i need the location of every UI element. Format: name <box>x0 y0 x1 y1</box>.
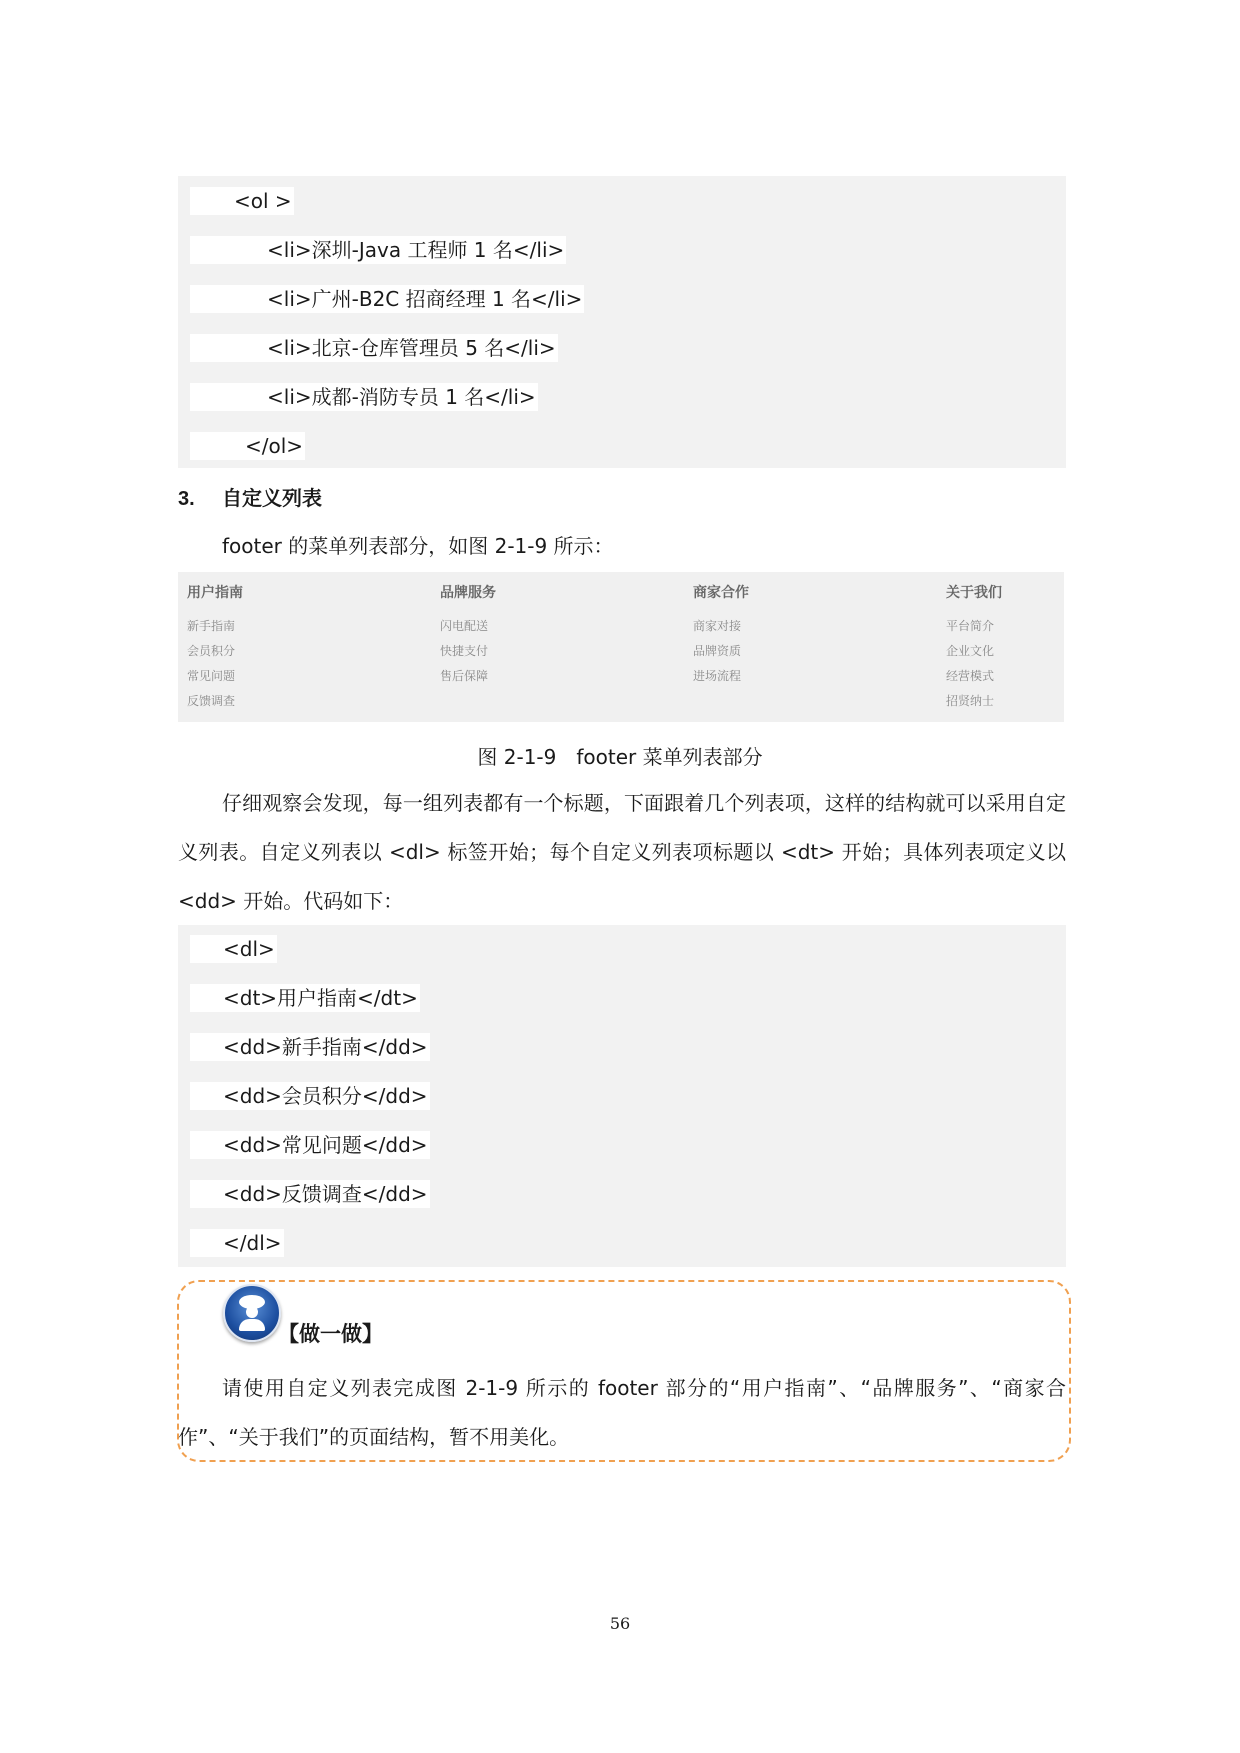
code-block-ol <box>178 176 1066 468</box>
footer-column <box>946 580 1146 714</box>
footer-item: 售后保障 <box>440 669 489 683</box>
footer-column-title: 商家合作 <box>693 585 749 601</box>
footer-item: 招贤纳士 <box>946 694 995 708</box>
code-line: <dd>新手指南</dd> <box>190 1033 430 1061</box>
footer-column-title: 品牌服务 <box>440 585 496 601</box>
code-line: </ol> <box>190 432 305 460</box>
footer-item: 闪电配送 <box>440 619 489 633</box>
code-line: <li>北京-仓库管理员 5 名</li> <box>190 334 558 362</box>
code-block-dl <box>178 925 1066 1267</box>
footer-item: 品牌资质 <box>693 644 742 658</box>
figure-caption: 图 2-1-9 footer 菜单列表部分 <box>477 745 763 769</box>
code-line: </dl> <box>190 1229 284 1257</box>
code-line: <li>成都-消防专员 1 名</li> <box>190 383 538 411</box>
footer-item: 经营模式 <box>946 669 995 683</box>
section-title: 自定义列表 <box>222 486 322 510</box>
code-line: <dd>会员积分</dd> <box>190 1082 430 1110</box>
footer-item: 平台简介 <box>946 619 995 633</box>
footer-column <box>693 580 893 689</box>
intro-paragraph: footer 的菜单列表部分，如图 2-1-9 所示： <box>222 534 614 558</box>
footer-column <box>440 580 640 689</box>
code-line: <dl> <box>190 935 277 963</box>
code-line: <dd>常见问题</dd> <box>190 1131 430 1159</box>
footer-item: 常见问题 <box>187 669 236 683</box>
code-line: <dt>用户指南</dt> <box>190 984 420 1012</box>
footer-item: 快捷支付 <box>440 644 489 658</box>
footer-item: 商家对接 <box>693 619 742 633</box>
footer-column-title: 用户指南 <box>187 585 243 601</box>
footer-item: 反馈调查 <box>187 694 236 708</box>
code-line: <ol > <box>190 187 294 215</box>
code-line: <li>广州-B2C 招商经理 1 名</li> <box>190 285 584 313</box>
footer-item: 企业文化 <box>946 644 995 658</box>
footer-column <box>187 580 387 714</box>
footer-column-title: 关于我们 <box>946 585 1002 601</box>
footer-menu-figure <box>178 572 1064 722</box>
footer-item: 进场流程 <box>693 669 742 683</box>
code-line: <li>深圳-Java 工程师 1 名</li> <box>190 236 566 264</box>
teacher-speech-icon <box>223 1284 281 1342</box>
exercise-title: 【做一做】 <box>278 1322 383 1346</box>
section-heading <box>178 482 322 511</box>
explanation-paragraph: 仔细观察会发现，每一组列表都有一个标题，下面跟着几个列表项，这样的结构就可以采用自定义列表。自定义列表以 <dl> 标签开始；每个自定义列表项标题以 <dt> 开始；具体列表项定义以 <dd> 开始。代码如下： <box>178 791 1066 913</box>
section-number: 3. <box>178 488 195 510</box>
code-line: <dd>反馈调查</dd> <box>190 1180 430 1208</box>
exercise-text: 请使用自定义列表完成图 2-1-9 所示的 footer 部分的“用户指南”、“品牌服务”、“商家合作”、“关于我们”的页面结构，暂不用美化。 <box>178 1376 1066 1449</box>
page-number: 56 <box>609 1614 631 1633</box>
footer-item: 会员积分 <box>187 644 236 658</box>
footer-item: 新手指南 <box>187 619 236 633</box>
